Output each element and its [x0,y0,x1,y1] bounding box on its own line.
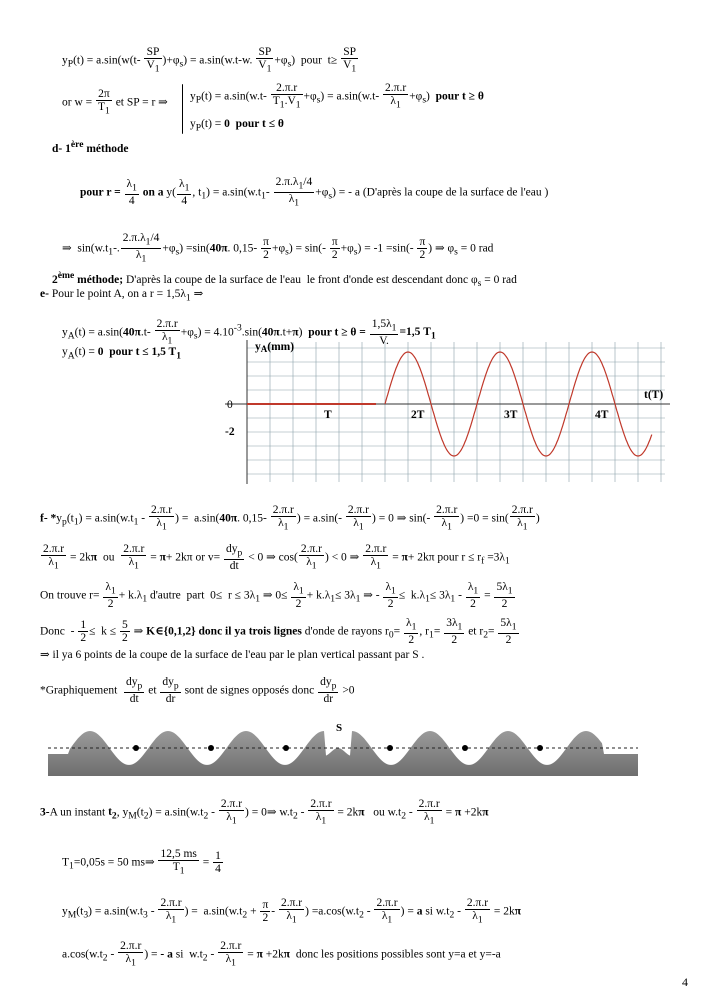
line-d3: 2ème méthode; D'après la coupe de la surface de l'eau le front d'onde est descendant donc $\varphi_s = 0$ rad [52,270,517,290]
intersection-point [283,745,289,751]
line-or-w: or w = $\frac{2\pi}{T_1}$ et SP = r ⇒ [62,88,168,117]
intersection-point [462,745,468,751]
intersection-point [387,745,393,751]
line-d1: pour r = $\frac{\lambda_1}{4}$ on a y( $\frac{\lambda_1}{4}$ , $t_1) = a.\sin(w.t_1-$ $\frac{2.\pi.\lambda_1/4}{\lambda_1}$ $+\varphi_s$) = - a (D'après la coupe de la surface de l'eau ) [80,176,549,209]
line-f6: *Graphiquement $\frac{dy_p}{dt}$ et $\frac{dy_p}{dr}$ sont de signes opposés donc $\frac{dy_p}{dr}$ >0 [40,676,355,706]
line-q3-3: $y_M(t_3) = a.\sin(w.t_3$ - $\frac{2.\pi.r}{\lambda_1}$ ) = $a.\sin(w.t_2$ + $\frac{\pi}{2}$ - $\frac{2.\pi.r}{\lambda_1}$ ) $=a.\cos(w.t_2$ - $\frac{2.\pi.r}{\lambda_1}$ ) = a si $w.t_2$ - $\frac{2.\pi.r}{\lambda_1}$ = 2kπ [62,897,522,926]
line-system-1: $y_P(t) = a.\sin(w.t-$ $\frac{2.\pi.r}{T_1.V_1}$ $+\varphi_s) = a.\sin(w.t-$ $\frac{2.\pi.r}{\lambda_1}$ $+\varphi_s$) pour t ≥ θ [190,82,484,111]
intersection-point [208,745,214,751]
line-q3-4: $a.\cos(w.t_2$ - $\frac{2.\pi.r}{\lambda_1}$ ) = - a si $w.t_2$ - $\frac{2.\pi.r}{\lambda_1}$ = π +2kπ donc les positions possibles sont y=a et y=-a [62,940,501,969]
line-e3: $y_A(t) = 0$ pour t ≤ 1,5 $T_1$ [62,346,181,362]
line-f5: ⇒ il ya 6 points de la coupe de la surface de l'eau par le plan vertical passant par S . [40,649,425,661]
line-e2: $y_A(t) = a.\sin(40\pi.t-$ $\frac{2.\pi.r}{\lambda_1}$ $+\varphi_s) = 4.10^{-3}.\sin(40\pi.t+\pi)$ pour t ≥ θ = $\frac{1,5\lambda_1}{V.}$ =1,5 $T_1$ [62,318,436,348]
line-yp-definition: $y_P(t) = a.\sin(w(t-$ $\frac{SP}{V_1}$ )$+\varphi_s) = a.\sin(w.t-w$. $\frac{SP}{V_1}$ $+\varphi_s$) pour t≥ $\frac{SP}{V_1}$ [62,46,357,75]
tick-3T: 3T [504,409,518,421]
system-brace [182,84,183,134]
heading-d: d- 1ère méthode [52,139,129,155]
water-surface [48,731,638,776]
graph-zero: 0 [227,399,233,411]
line-e1: e- Pour le point A, on a $r = 1,5\lambda_1$ ⇒ [40,288,204,304]
ya-graph [225,336,675,486]
source-label: S [336,722,343,734]
tick-4T: 4T [595,409,609,421]
water-surface-cross-section [48,714,648,776]
graph-xlabel: t(T) [644,389,664,401]
line-system-2: $y_P(t) = 0$ pour t ≤ θ [190,118,284,134]
line-q3-1: 3-A un instant $t_2$, $y_M(t_2) = a.\sin(w.t_2$ - $\frac{2.\pi.r}{\lambda_1}$ ) = 0⇒ $w.t_2$ - $\frac{2.\pi.r}{\lambda_1}$ = 2kπ ou $w.t_2$ - $\frac{2.\pi.r}{\lambda_1}$ = π +2kπ [40,798,489,827]
graph-minus2: -2 [225,426,235,438]
tick-2T: 2T [411,409,425,421]
line-q3-2: $T_1=0,05s = 50$ ms⇒ $\frac{12,5 ms}{T_1}$ = $\frac{1}{4}$ [62,848,221,877]
line-f1: f- $*y_p(t_1) = a.\sin(w.t_1$ - $\frac{2.\pi.r}{\lambda_1}$ ) = a.sin(40π. 0,15- $\frac{2.\pi.r}{\lambda_1}$ ) = a.sin(- $\frac{2.\pi.r}{\lambda_1}$ ) = 0 ⇒ sin(- $\frac{2.\pi.r}{\lambda_1}$ ) =0 = sin( $\frac{2.\pi.r}{\lambda_1}$ ) [40,504,540,533]
line-f3: On trouve r= $\frac{\lambda_1}{2}$ + $k.\lambda_1$ d'autre part $0\le r \le 3\lambda_1$ ⇒ 0≤ $\frac{\lambda_1}{2}$ + $k.\lambda_1\le 3\lambda_1$ ⇒ - $\frac{\lambda_1}{2}$ ≤ $k.\lambda_1\le 3\lambda_1$ - $\frac{\lambda_1}{2}$ = $\frac{5\lambda_1}{2}$ [40,581,513,611]
tick-T: T [324,409,332,421]
line-f2: $\frac{2.\pi.r}{\lambda_1}$ = 2kπ ou $\frac{2.\pi.r}{\lambda_1}$ = π+ 2kπ or v= $\frac{dy_p}{dt}$ < 0 ⇒ cos( $\frac{2.\pi.r}{\lambda_1}$ ) < 0 ⇒ $\frac{2.\pi.r}{\lambda_1}$ = π+ 2kπ pour $r \le r_f =3\lambda_1$ [43,543,510,573]
intersection-point [537,745,543,751]
intersection-point [133,745,139,751]
line-d2: ⇒ $\sin(w.t_1-$. $\frac{2.\pi.\lambda_1/4}{\lambda_1}$ $+\varphi_s) =\sin(40\pi$. 0,15- $\frac{\pi}{2}$ $+\varphi_s) = \sin(-$ $\frac{\pi}{2}$ $+\varphi_s) = -1 =\sin(-$ $\frac{\pi}{2}$ ) ⇒ $\varphi_s = 0$ rad [62,232,494,265]
line-f4: Donc - $\frac{1}{2}$ ≤ k ≤ $\frac{5}{2}$ ⇒ K∈{0,1,2} donc il ya trois lignes d'onde de rayons $r_0=$ $\frac{\lambda_1}{2}$ , $r_1=$ $\frac{3\lambda_1}{2}$ et $r_2=$ $\frac{5\lambda_1}{2}$ [40,617,517,647]
graph-ylabel: yA(mm) [255,341,295,354]
page-number: 4 [682,975,688,989]
